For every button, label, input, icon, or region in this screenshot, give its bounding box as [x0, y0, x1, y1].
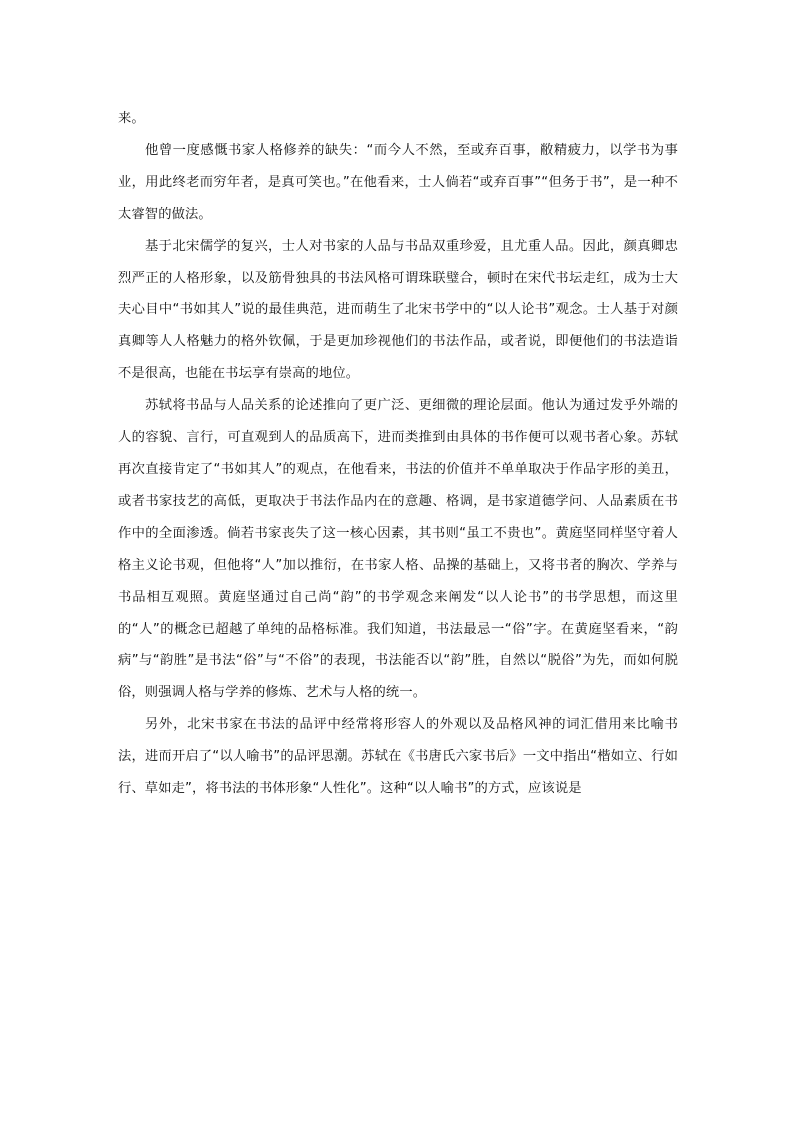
paragraph-2: 基于北宋儒学的复兴，士人对书家的人品与书品双重珍爱，且尤重人品。因此，颜真卿忠烈严正的人格形象，以及筋骨独具的书法风格可谓珠联璧合，顿时在宋代书坛走红，成为士大夫心目中“书如其人”说的最佳典范，进而萌生了北宋书学中的“以人论书”观念。士人基于对颜真卿等人人格魅力的格外钦佩，于是更加珍视他们的书法作品，或者说，即便他们的书法造诣不是很高，也能在书坛享有崇高的地位。 — [118, 238, 678, 382]
document-page — [118, 103, 678, 805]
paragraph-continuation: 来。 — [118, 111, 145, 126]
paragraph-4: 另外，北宋书家在书法的品评中经常将形容人的外观以及品格风神的词汇借用来比喻书法，进而开启了“以人喻书”的品评思潮。苏轼在《书唐氏六家书后》一文中指出“楷如立、行如行、草如走”，将书法的书体形象“人性化”。这种“以人喻书”的方式，应该说是 — [118, 717, 678, 797]
paragraph-3: 苏轼将书品与人品关系的论述推向了更广泛、更细微的理论层面。他认为通过发乎外端的人的容貌、言行，可直观到人的品质高下，进而类推到由具体的书作便可以观书者心象。苏轼再次直接肯定了“书如其人”的观点，在他看来，书法的价值并不单单取决于作品字形的美丑，或者书家技艺的高低，更取决于书法作品内在的意趣、格调，是书家道德学问、人品素质在书作中的全面渗透。倘若书家丧失了这一核心因素，其书则“虽工不贵也”。黄庭坚同样坚守着人格主义论书观，但他将“人”加以推衍，在书家人格、品操的基础上，又将书者的胸次、学养与书品相互观照。黄庭坚通过自己尚“韵”的书学观念来阐发“以人论书”的书学思想，而这里的“人”的概念已超越了单纯的品格标准。我们知道，书法最忌一“俗”字。在黄庭坚看来，“韵病”与“韵胜”是书法“俗”与“不俗”的表现，书法能否以“韵”胜，自然以“脱俗”为先，而如何脱俗，则强调人格与学养的修炼、艺术与人格的统一。 — [118, 398, 678, 701]
paragraph-1: 他曾一度感慨书家人格修养的缺失：“而今人不然，至或弃百事，敝精疲力，以学书为事业，用此终老而穷年者，是真可笑也。”在他看来，士人倘若“或弃百事”“但务于书”，是一种不太睿智的做法。 — [118, 142, 678, 222]
